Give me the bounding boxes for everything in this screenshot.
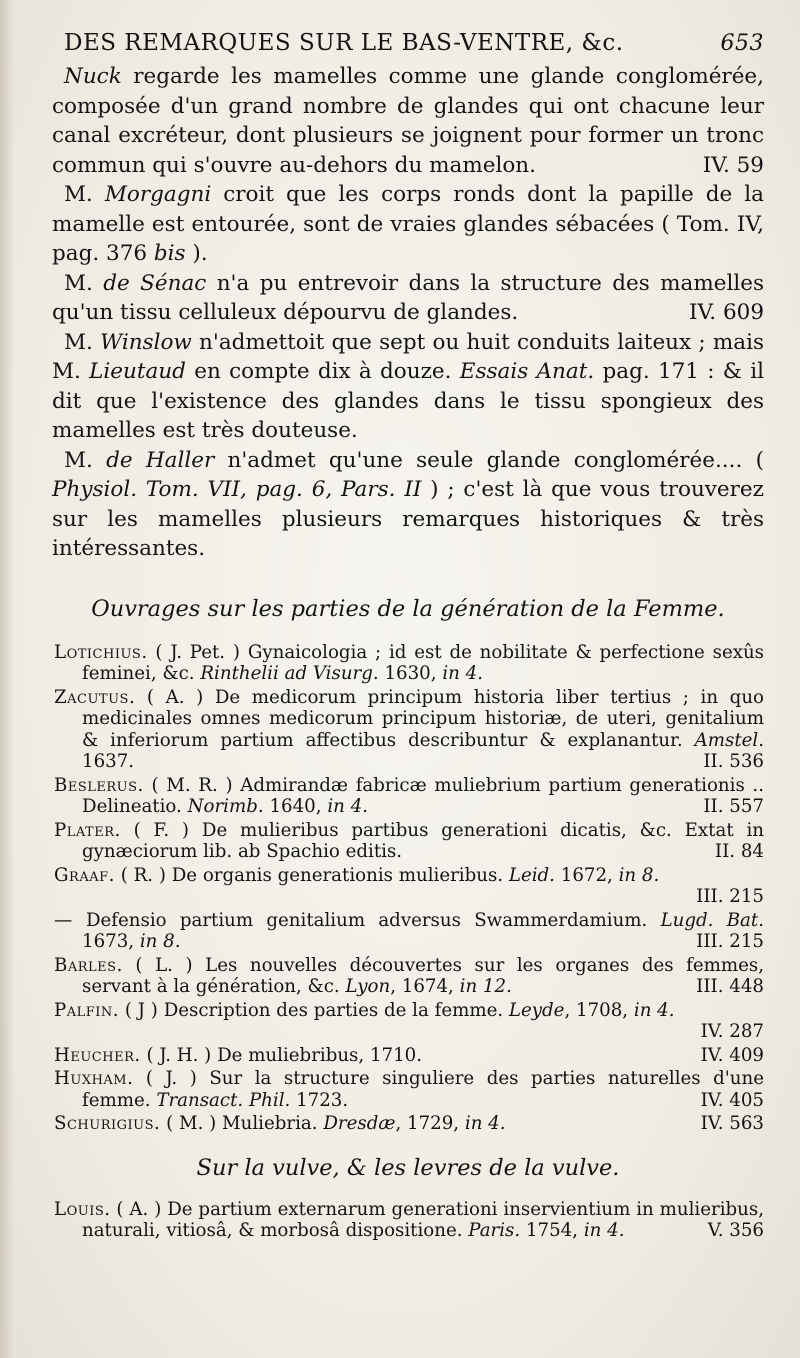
entry-title: De partium externarum generationi inservientium in mulieribus, naturali, vitiosâ, & morbosâ dispositione. (82, 1198, 764, 1241)
entry-imprint: Dresdæ (323, 1113, 396, 1134)
paragraph-senac (52, 269, 764, 328)
entry-volume-reference: IV. 409 (700, 1044, 764, 1066)
entry-date: , 1674, (390, 976, 460, 997)
paragraph-text: n'admet qu'une seule glande conglomérée.... ( (214, 447, 764, 473)
entry-imprint: Leyde (508, 999, 565, 1021)
entry-date: 1672, (554, 864, 619, 886)
entry-author: Graaf. (54, 864, 115, 886)
entry-author: Lotichius. (54, 641, 148, 663)
entry-date: 1630, (378, 663, 443, 684)
bibliography-list-vulve (52, 1199, 764, 1242)
entry-format: in 8. (618, 864, 660, 886)
entry-imprint: Paris. (468, 1220, 521, 1241)
bibliography-entry (52, 1068, 764, 1111)
entry-volume-reference: III. 448 (696, 976, 764, 997)
entry-title: De muliebribus, 1710. (217, 1044, 423, 1066)
entry-author: — (54, 909, 73, 931)
bibliography-entry (52, 1113, 764, 1135)
entry-imprint: Rinthelii ad Visurg. (200, 663, 379, 684)
entry-volume-reference: III. 215 (696, 886, 764, 907)
running-header (52, 30, 764, 56)
entry-format: in 8. (139, 931, 181, 952)
entry-initials: ( A. ) (110, 1198, 168, 1220)
entry-volume-reference: II. 84 (714, 841, 764, 862)
entry-date: 1640, (263, 796, 328, 817)
entry-initials: ( F. ) (120, 819, 202, 841)
paragraph-text: n'admettoit que sept ou huit conduits laiteux ; mais M. (52, 329, 765, 384)
bibliography-entry (52, 1000, 764, 1043)
entry-author: Palfin. (54, 999, 120, 1021)
paragraph-text-2: en compte dix à douze. (185, 359, 460, 384)
paragraph-morgagni (52, 180, 764, 269)
page-number: 653 (720, 31, 764, 56)
author-name: Morgagni (104, 182, 212, 207)
entry-title: Muliebria. (222, 1113, 324, 1134)
entry-initials: ( J. Pet. ) (147, 641, 248, 663)
entry-initials: ( A. ) (135, 686, 215, 708)
entry-author: Barles. (54, 954, 123, 976)
entry-initials: ( R. ) (114, 864, 172, 886)
entry-format: in 4. (327, 796, 368, 817)
entry-author: Huxham. (54, 1068, 134, 1089)
entry-date: 1754, (520, 1220, 584, 1241)
paragraph-nuck (52, 62, 764, 180)
entry-title: De organis generationis mulieribus. (171, 864, 509, 886)
entry-volume-reference: IV. 563 (700, 1113, 764, 1134)
author-prefix: M. (64, 182, 105, 207)
entry-format: in 4. (442, 663, 483, 684)
entry-title: Les nouvelles découvertes sur les organes des femmes, servant à la génération, &c. (82, 954, 764, 997)
entry-initials: ( M. R. ) (143, 774, 241, 796)
entry-volume-reference: III. 215 (696, 931, 764, 952)
entry-initials: ( J ) (119, 999, 164, 1021)
entry-date: 1673, (82, 931, 140, 952)
volume-reference: IV. 609 (689, 300, 764, 325)
bibliography-entry (52, 1199, 764, 1242)
bibliography-entry (52, 865, 764, 908)
section-heading-generation: Ouvrages sur les parties de la génération de la Femme. (91, 595, 725, 622)
entry-imprint: Lyon (345, 976, 391, 997)
author-name: Winslow (100, 329, 192, 355)
entry-initials (73, 910, 86, 931)
bibliography-entry (52, 687, 764, 773)
italic-term: bis (153, 241, 186, 266)
entry-author: Beslerus. (54, 774, 144, 796)
entry-format: in 4. (633, 999, 675, 1021)
paragraph-text: n'a pu entrevoir dans la structure des mamelles qu'un tissu celluleux dépourvu de glandes. (52, 270, 764, 325)
entry-format: in 4. (583, 1220, 625, 1241)
paragraph-text: croit que les corps ronds dont la papille de la mamelle est entourée, sont de vraies glandes sébacées ( Tom. IV, pag. 376 (52, 182, 764, 266)
entry-volume-reference: IV. 405 (700, 1089, 764, 1111)
entry-volume-reference: V. 356 (707, 1220, 764, 1241)
author-name-2: Lieutaud (89, 359, 186, 384)
entry-author: Heucher. (54, 1044, 141, 1066)
running-title: DES REMARQUES SUR LE BAS-VENTRE, &c. (64, 30, 624, 56)
italic-citation: Essais Anat. (459, 359, 595, 384)
entry-date: 1723. (290, 1089, 349, 1111)
entry-date: 1637. (82, 751, 135, 772)
bibliography-entry (52, 910, 764, 953)
italic-citation: Physiol. Tom. VII, pag. 6, Pars. II (52, 477, 422, 502)
entry-format: in 4. (464, 1113, 506, 1134)
bibliography-entry (52, 820, 764, 863)
author-name: de Haller (106, 447, 215, 473)
volume-reference: IV. 59 (702, 152, 764, 178)
entry-initials: ( L. ) (122, 954, 206, 976)
entry-volume-reference: IV. 287 (700, 1021, 764, 1042)
entry-author: Schurigius. (54, 1113, 161, 1134)
author-name: de Sénac (103, 270, 207, 296)
entry-title: Description des parties de la femme. (163, 999, 509, 1021)
page-gutter-shadow (0, 0, 14, 1358)
author-prefix: M. (64, 270, 104, 296)
bibliography-entry (52, 642, 764, 685)
entry-title: Gynaicologia ; id est de nobilitate & perfectione sexûs feminei, &c. (82, 641, 765, 684)
entry-date: , 1729, (395, 1113, 465, 1134)
paragraph-haller (52, 446, 764, 564)
entry-date: , 1708, (564, 999, 634, 1021)
bibliography-entry (52, 775, 764, 818)
section-heading-vulve: Sur la vulve, & les levres de la vulve. (196, 1154, 620, 1181)
paragraph-text: regarde les mamelles comme une glande conglomérée, composée d'un grand nombre de glandes qui ont chacune leur canal excréteur, dont plusieurs se joignent pour former un tronc commun qui s'ouvre au-dehors du mamelon. (52, 64, 764, 178)
author-name: Nuck (64, 64, 122, 89)
entry-title: Admirandæ fabricæ muliebrium partium generationis .. Delineatio. (82, 774, 764, 817)
entry-format: in 12. (459, 976, 512, 997)
paragraph-tail: ). (185, 241, 208, 266)
entry-initials: ( J. H. ) (140, 1044, 218, 1066)
entry-imprint: Amstel. (694, 729, 764, 751)
entry-author: Louis. (54, 1198, 111, 1220)
bibliography-entry (52, 1045, 764, 1067)
entry-volume-reference: II. 536 (703, 751, 764, 772)
entry-imprint: Leid. (508, 864, 555, 886)
entry-imprint: Norimb. (187, 796, 264, 817)
entry-volume-reference: II. 557 (703, 796, 764, 817)
bibliography-entry (52, 955, 764, 998)
entry-imprint: Transact. Phil. (156, 1089, 291, 1111)
entry-author: Zacutus. (54, 686, 136, 708)
entry-imprint: Lugd. Bat. (660, 909, 764, 931)
author-prefix: M. (64, 329, 101, 355)
entry-title: Sur la structure singuliere des parties naturelles d'une femme. (82, 1068, 764, 1111)
entry-author: Plater. (54, 819, 121, 841)
entry-title: De medicorum principum historia liber tertius ; in quo medicinales omnes medicorum principum historiæ, de uteri, genitalium & inferiorum partium affectibus describuntur & explanantur. (82, 686, 764, 751)
paragraph-winslow (52, 328, 764, 446)
entry-title: De mulieribus partibus generationi dicatis, &c. Extat in gynæciorum lib. ab Spachio editis. (82, 819, 764, 862)
entry-title: Defensio partium genitalium adversus Swammerdamium. (85, 909, 661, 931)
bibliography-list-generation (52, 642, 764, 1135)
paragraph-text-3: pag. 171 : & il dit que l'existence des glandes dans le tissu spongieux des mamelles est très douteuse. (52, 359, 764, 443)
author-prefix: M. (64, 447, 107, 473)
paragraph-text-2: ) ; c'est là que vous trouverez sur les mamelles plusieurs remarques historiques & très intéressantes. (52, 477, 764, 561)
entry-initials: ( J. ) (133, 1068, 210, 1089)
entry-initials: ( M. ) (160, 1113, 223, 1134)
